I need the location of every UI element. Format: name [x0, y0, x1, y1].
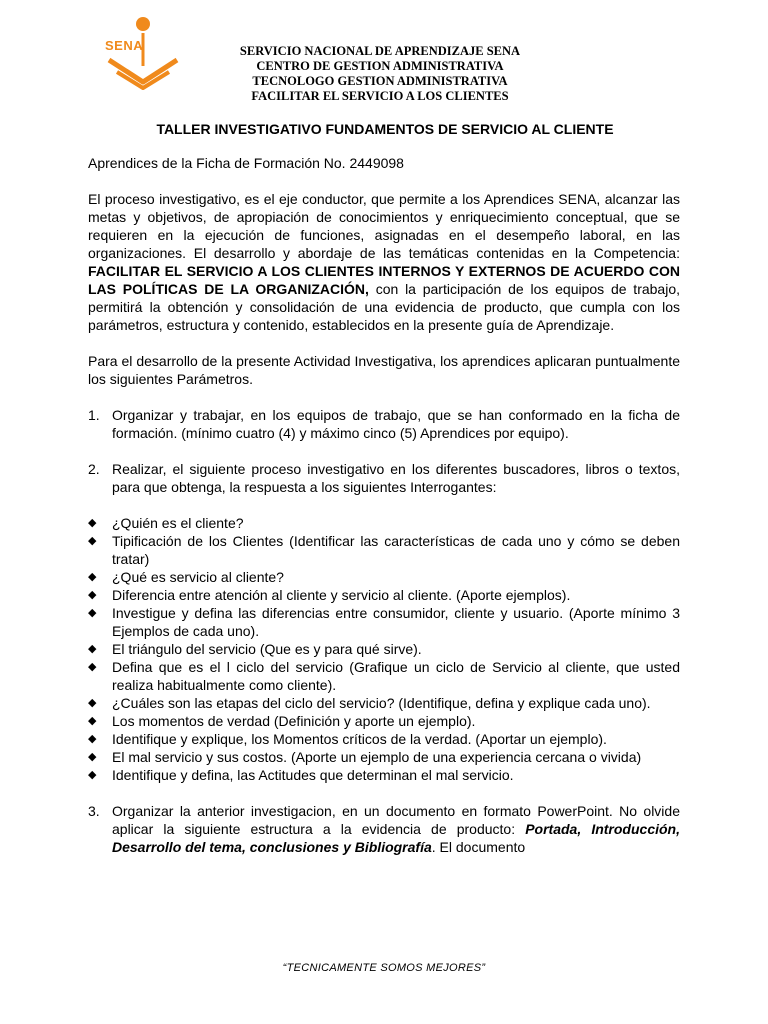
step3-text-2: . El documento [431, 839, 526, 855]
question-text: El triángulo del servicio (Que es y para qué sirve). [112, 641, 422, 657]
diamond-bullet-icon: ◆ [88, 751, 97, 763]
question-text: Diferencia entre atención al cliente y servicio al cliente. (Aporte ejemplos). [112, 587, 571, 603]
question-item [88, 712, 680, 730]
diamond-bullet-icon: ◆ [88, 697, 97, 709]
question-text: ¿Cuáles son las etapas del ciclo del servicio? (Identifique, defina y explique cada uno). [112, 695, 651, 711]
question-text: Identifique y explique, los Momentos críticos de la verdad. (Aportar un ejemplo). [112, 731, 607, 747]
step-item [88, 802, 680, 856]
sena-logo [103, 16, 183, 92]
question-text: Identifique y defina, las Actitudes que determinan el mal servicio. [112, 767, 514, 783]
institution-line: SERVICIO NACIONAL DE APRENDIZAJE SENA [239, 44, 521, 58]
diamond-bullet-icon: ◆ [88, 589, 97, 601]
diamond-bullet-icon: ◆ [88, 643, 97, 655]
step-number: 2. [88, 461, 100, 477]
question-item [88, 658, 680, 694]
intro-text-2: con la participación de los equipos de trabajo, permitirá la obtención y consolidación de una evidencia de producto, que cumpla con los parámetros, estructura y contenido, establecidos en la presente guía de Aprendizaje. [88, 281, 681, 333]
question-item [88, 586, 680, 604]
question-text: ¿Quién es el cliente? [112, 515, 244, 531]
step3-text-1: Organizar la anterior investigacion, en un documento en formato PowerPoint. No olvide aplicar la siguiente estructura a la evidencia de producto: [112, 803, 680, 837]
structure-text: Portada, Introducción, Desarrollo del tema, conclusiones y Bibliografía [112, 821, 680, 855]
diamond-bullet-icon: ◆ [88, 607, 97, 619]
step-item [88, 406, 680, 442]
question-text: Defina que es el l ciclo del servicio (Grafique un ciclo de Servicio al cliente, que usted realiza habitualmente como cliente). [112, 659, 680, 693]
question-text: Investigue y defina las diferencias entre consumidor, cliente y usuario. (Aporte mínimo 3 Ejemplos de cada uno). [112, 605, 680, 639]
question-item [88, 748, 680, 766]
diamond-bullet-icon: ◆ [88, 769, 97, 781]
question-item [88, 568, 680, 586]
question-item [88, 766, 680, 784]
question-text: ¿Qué es servicio al cliente? [112, 569, 284, 585]
step-text: Organizar y trabajar, en los equipos de trabajo, que se han conformado en la ficha de formación. (mínimo cuatro (4) y máximo cinco (5) Aprendices por equipo). [112, 407, 680, 441]
step-text [112, 802, 680, 856]
diamond-bullet-icon: ◆ [88, 733, 97, 745]
sena-logo-icon [103, 16, 183, 92]
intro-text-1: El proceso investigativo, es el eje conductor, que permite a los Aprendices SENA, alcanzar las metas y objetivos, de apropiación de conocimientos y enriquecimiento conceptual, que se requieren en la ejecución de funciones, asignadas en el desempeño laboral, en las organizaciones. El desarrollo y abordaje de las temáticas contenidas en la Competencia: [88, 191, 680, 261]
diamond-bullet-icon: ◆ [88, 571, 97, 583]
logo-text: SENA [105, 38, 144, 53]
institution-line: TECNOLOGO GESTION ADMINISTRATIVA [252, 74, 508, 88]
ficha-line: Aprendices de la Ficha de Formación No. 2449098 [88, 155, 404, 171]
intro-paragraph [88, 190, 680, 334]
institution-header [200, 44, 560, 104]
question-item [88, 640, 680, 658]
question-item [88, 604, 680, 640]
diamond-bullet-icon: ◆ [88, 517, 97, 529]
footer-motto: “TECNICAMENTE SOMOS MEJORES” [282, 962, 486, 974]
diamond-bullet-icon: ◆ [88, 715, 97, 727]
parametros-paragraph: Para el desarrollo de la presente Actividad Investigativa, los aprendices aplicaran puntualmente los siguientes Parámetros. [88, 353, 680, 387]
document-title: TALLER INVESTIGATIVO FUNDAMENTOS DE SERVICIO AL CLIENTE [156, 121, 614, 137]
question-item [88, 730, 680, 748]
step-item [88, 460, 680, 496]
question-text: El mal servicio y sus costos. (Aporte un ejemplo de una experiencia cercana o vivida) [112, 749, 642, 765]
questions-list [88, 514, 680, 784]
step-number: 1. [88, 407, 100, 423]
step-number: 3. [88, 803, 100, 819]
diamond-bullet-icon: ◆ [88, 535, 97, 547]
question-text: Los momentos de verdad (Definición y aporte un ejemplo). [112, 713, 476, 729]
institution-line: FACILITAR EL SERVICIO A LOS CLIENTES [251, 89, 509, 103]
question-text: Tipificación de los Clientes (Identificar las características de cada uno y cómo se deben tratar) [112, 533, 680, 567]
institution-line: CENTRO DE GESTION ADMINISTRATIVA [256, 59, 504, 73]
document-body [88, 154, 680, 874]
competencia-text: FACILITAR EL SERVICIO A LOS CLIENTES INTERNOS Y EXTERNOS DE ACUERDO CON LAS POLÍTICAS DE LA ORGANIZACIÓN, [88, 263, 680, 297]
question-item [88, 694, 680, 712]
step-text: Realizar, el siguiente proceso investigativo en los diferentes buscadores, libros o textos, para que obtenga, la respuesta a los siguientes Interrogantes: [112, 461, 680, 495]
question-item [88, 514, 680, 532]
question-item [88, 532, 680, 568]
diamond-bullet-icon: ◆ [88, 661, 97, 673]
